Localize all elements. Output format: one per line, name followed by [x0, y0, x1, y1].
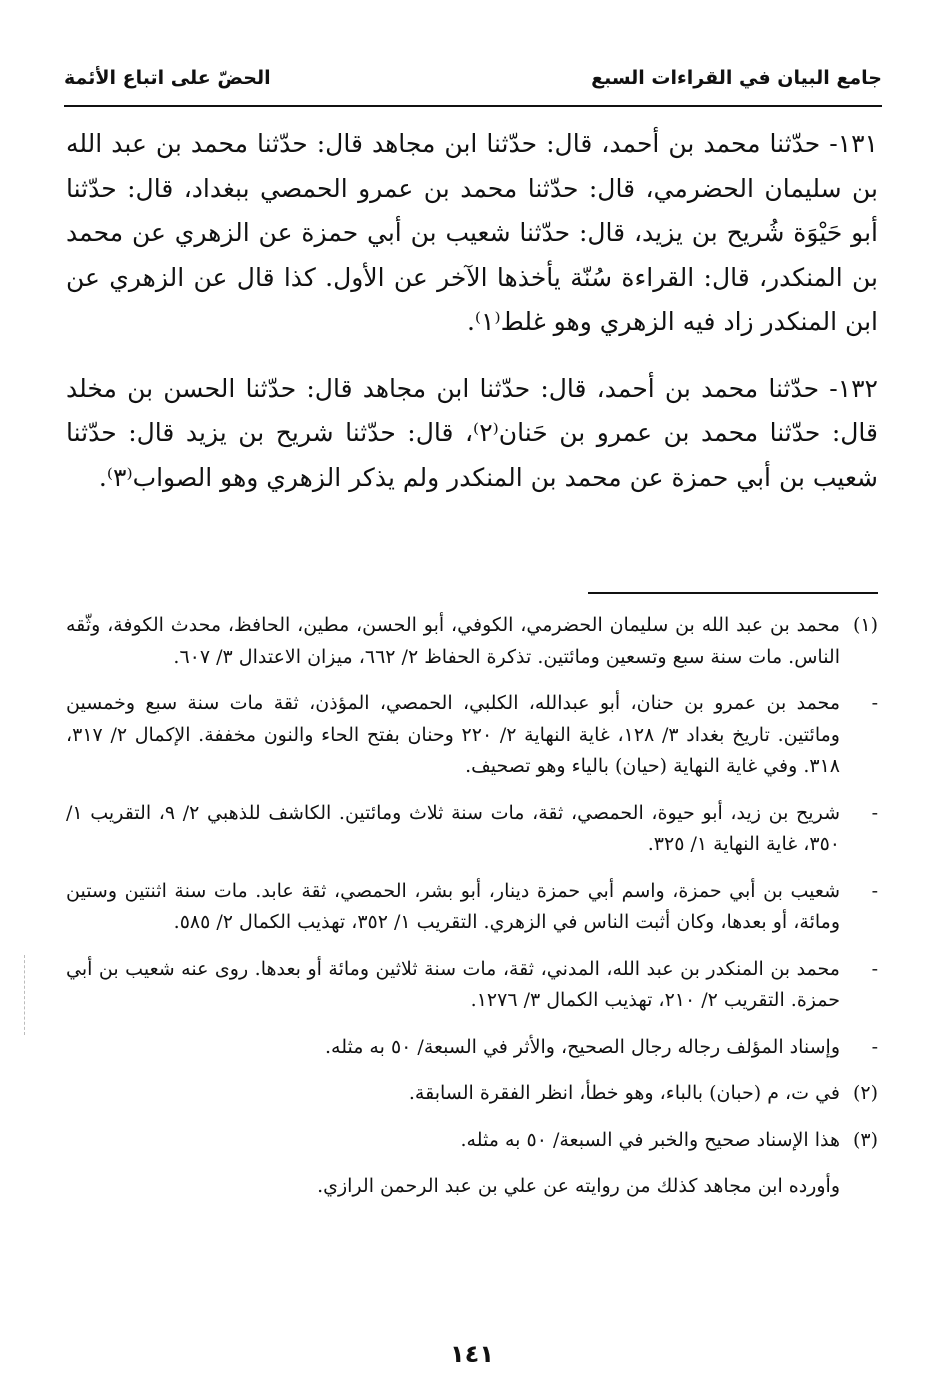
footnote-text: في ت، م (حبان) بالباء، وهو خطأ، انظر الفقرة السابقة.	[408, 1082, 840, 1104]
footnote	[66, 1032, 878, 1064]
footnote-text: شعيب بن أبي حمزة، واسم أبي حمزة دينار، أبو بشر، الحمصي، ثقة عابد. مات سنة اثنتين وستين ومائة، أو بعدها، وكان أثبت الناس في الزهري. التقريب ١/ ٣٥٢، تهذيب الكمال ٢/ ٥٨٥.	[66, 879, 840, 933]
footnotes	[66, 610, 878, 1218]
section-title: الحضّ على اتباع الأئمة	[64, 67, 271, 89]
footnote	[66, 688, 878, 783]
footnote-marker: (٢)	[852, 1082, 878, 1104]
footnote-separator	[588, 592, 878, 594]
main-text	[66, 122, 878, 522]
header-rule	[64, 105, 882, 107]
footnote-marker: -	[871, 692, 878, 714]
footnote-marker: -	[871, 801, 878, 824]
footnote-marker: -	[871, 879, 878, 902]
book-title: جامع البيان في القراءات السبع	[591, 67, 882, 89]
margin-mark	[24, 955, 26, 1035]
footnote	[66, 798, 878, 861]
footnote-marker: (١)	[852, 614, 878, 636]
footnote	[66, 1125, 878, 1157]
footnote-text: وإسناد المؤلف رجاله رجال الصحيح، والأثر في السبعة/ ٥٠ به مثله.	[324, 1035, 840, 1058]
paragraph-132: ١٣٢- حدّثنا محمد بن أحمد، قال: حدّثنا ابن مجاهد قال: حدّثنا الحسن بن مخلد قال: حدّثنا محمد بن عمرو بن حَنان⁽٢⁾، قال: حدّثنا شريح بن يزيد قال: حدّثنا شعيب بن أبي حمزة عن محمد بن المنكدر ولم يذكر الزهري وهو الصواب⁽٣⁾.	[66, 373, 879, 492]
footnote-text: شريح بن زيد، أبو حيوة، الحمصي، ثقة، مات سنة ثلاث ومائتين. الكاشف للذهبي ٢/ ٩، التقريب ١/ ٣٥٠، غاية النهاية ١/ ٣٢٥.	[66, 801, 840, 855]
footnote-marker: -	[871, 1035, 878, 1058]
footnote-marker: (٣)	[852, 1128, 878, 1151]
footnote-text: محمد بن عبد الله بن سليمان الحضرمي، الكوفي، أبو الحسن، مطين، الحافظ، محدث الكوفة، وثّقه الناس. مات سنة سبع وتسعين ومائتين. تذكرة الحفاظ ٢/ ٦٦٢، ميزان الاعتدال ٣/ ٦٠٧.	[66, 614, 840, 668]
footnote-text: محمد بن المنكدر بن عبد الله، المدني، ثقة، مات سنة ثلاثين ومائة أو بعدها. روى عنه شعيب بن أبي حمزة. التقريب ٢/ ٢١٠، تهذيب الكمال ٣/ ١٢٧٦.	[66, 957, 840, 1011]
page-number: ١٤١	[450, 1340, 494, 1368]
footnote-marker: -	[871, 957, 878, 980]
footnote	[66, 1078, 878, 1110]
footnote-text: هذا الإسناد صحيح والخبر في السبعة/ ٥٠ به مثله.	[460, 1128, 840, 1151]
running-header	[64, 58, 882, 98]
paragraph-131: ١٣١- حدّثنا محمد بن أحمد، قال: حدّثنا ابن مجاهد قال: حدّثنا محمد بن عبد الله بن سليمان الحضرمي، قال: حدّثنا محمد بن عمرو الحمصي ببغداد، قال: حدّثنا أبو حَيْوَة شُريح بن يزيد، قال: حدّثنا شعيب بن أبي حمزة عن الزهري عن محمد بن المنكدر، قال: القراءة سُنّة يأخذها الآخر عن الأول. كذا قال عن الزهري عن ابن المنكدر زاد فيه الزهري وهو غلط⁽١⁾.	[66, 129, 878, 336]
footnote	[66, 954, 878, 1017]
footnote	[66, 876, 878, 939]
footnote-trailer: وأورده ابن مجاهد كذلك من روايته عن علي بن عبد الرحمن الرازي.	[317, 1175, 840, 1197]
footnote	[66, 610, 878, 673]
footnote-text: محمد بن عمرو بن حنان، أبو عبدالله، الكلبي، الحمصي، المؤذن، ثقة مات سنة سبع وخمسين ومائتين. تاريخ بغداد ٣/ ١٢٨، غاية النهاية ٢/ ٢٢٠ وحنان بفتح الحاء والنون مخففة. الإكمال ٢/ ٣١٧، ٣١٨. وفي غاية النهاية (حيان) بالياء وهو تصحيف.	[66, 692, 840, 777]
